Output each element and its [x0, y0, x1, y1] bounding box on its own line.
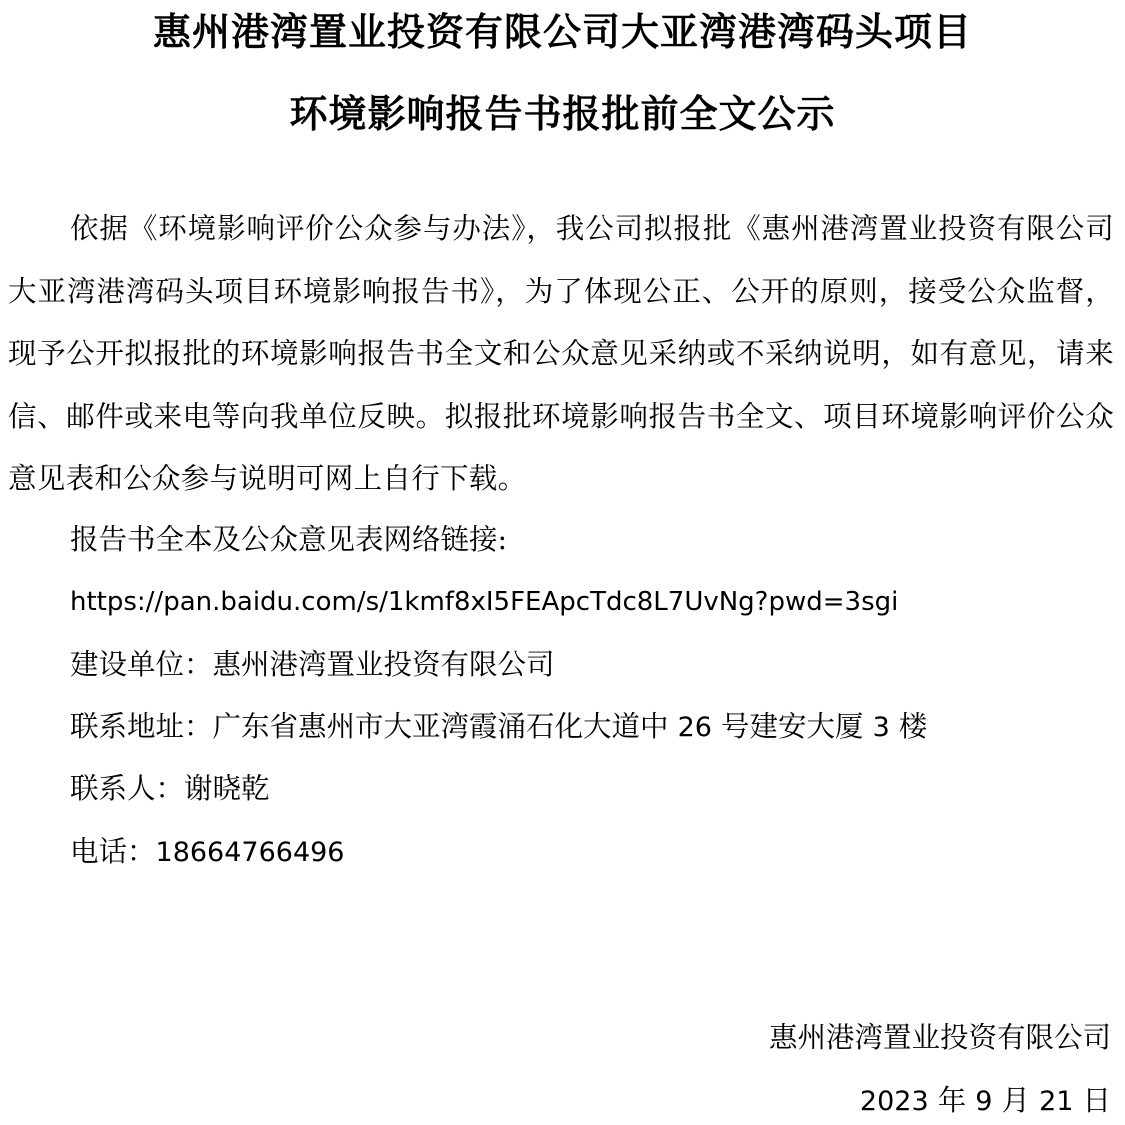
phone-label: 电话： [70, 835, 156, 868]
date-year-unit: 年 [928, 1084, 976, 1117]
address-number: 26 [677, 712, 712, 743]
page-title-line-1: 惠州港湾置业投资有限公司大亚湾港湾码头项目 [152, 10, 972, 54]
address-value-part2: 号建安大厦 [711, 710, 873, 743]
date-year: 2023 [859, 1086, 929, 1117]
page-title-line-2: 环境影响报告书报批前全文公示 [289, 92, 836, 136]
address-value-part3: 楼 [889, 710, 928, 743]
phone-line [70, 832, 344, 873]
address-value-part1: 广东省惠州市大亚湾霞涌石化大道中 [212, 710, 678, 743]
link-label: 报告书全本及公众意见表网络链接: [70, 523, 508, 556]
contact-value: 谢晓乾 [184, 772, 270, 805]
address-floor: 3 [872, 712, 890, 743]
date-day-unit: 日 [1073, 1084, 1111, 1117]
builder-line [70, 645, 555, 685]
date-month: 9 [975, 1086, 993, 1117]
address-line [70, 707, 927, 748]
contact-line [70, 769, 270, 809]
body-paragraph: 依据《环境影响评价公众参与办法》，我公司拟报批《惠州港湾置业投资有限公司大亚湾港湾码头项目环境影响报告书》，为了体现公正、公开的原则，接受公众监督，现予公开拟报批的环境影响报告书全文和公众意见采纳或不采纳说明，如有意见，请来信、邮件或来电等向我单位反映。拟报批环境影响报告书全文、项目环境影响评价公众意见表和公众参与说明可网上自行下载。 [8, 212, 1114, 495]
builder-label: 建设单位： [70, 648, 213, 681]
date-month-unit: 月 [992, 1084, 1040, 1117]
signature-company: 惠州港湾置业投资有限公司 [768, 1021, 1111, 1054]
download-link[interactable]: https://pan.baidu.com/s/1kmf8xI5FEApcTdc8L7UvNg?pwd=3sgi [70, 587, 899, 617]
download-link-line [70, 582, 898, 622]
date-day: 21 [1039, 1086, 1074, 1117]
builder-value: 惠州港湾置业投资有限公司 [212, 648, 555, 681]
signature-date [860, 1081, 1111, 1122]
address-label: 联系地址： [70, 710, 213, 743]
contact-label: 联系人： [70, 772, 185, 805]
phone-value: 18664766496 [155, 837, 345, 868]
